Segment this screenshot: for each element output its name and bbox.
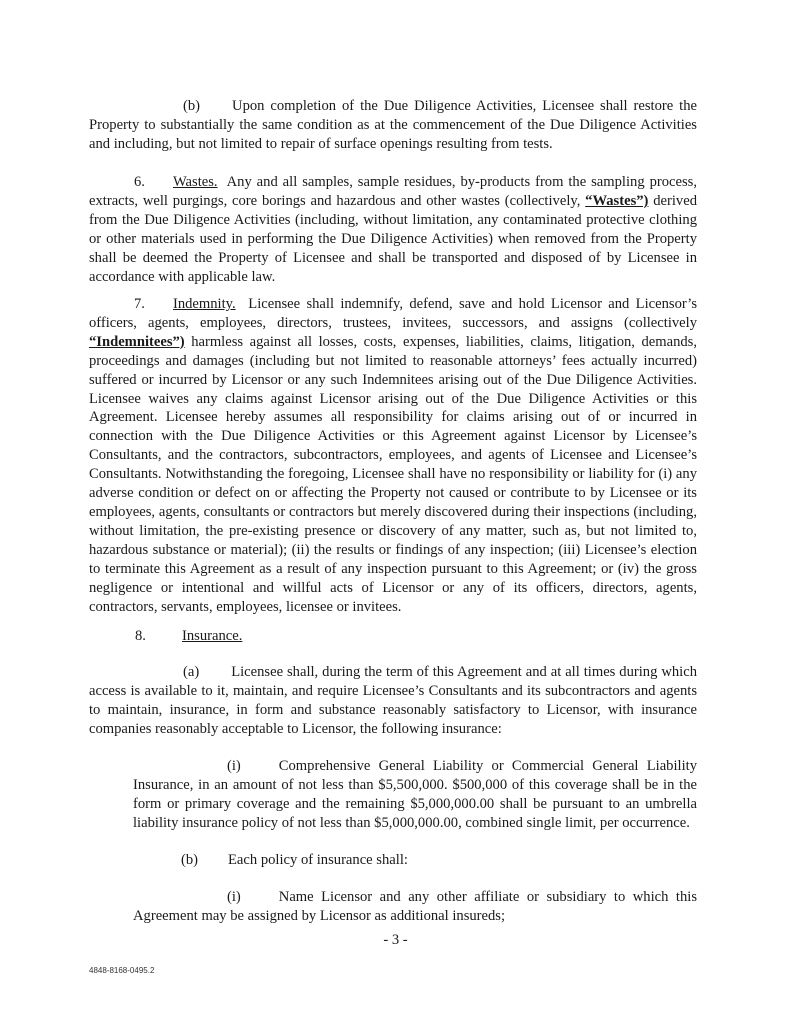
defined-term: “Indemnitees”) xyxy=(89,333,185,350)
section-heading: Insurance. xyxy=(182,628,243,644)
paragraph-label: (i) xyxy=(227,889,241,905)
section-heading: Wastes. xyxy=(172,174,218,190)
section-text-part-b: harmless against all losses, costs, expenses, liabilities, claims, litigation, demands, proceedings and damages (including but not limited to reasonable attorneys’ fees actually incurred) suffered or incurred by Licensor or any such Indemnitees arising out of the Due Diligence Activities. Licensee waives any claims against Licensor arising out of the Due Diligence Activities or this Agreement. Licensee hereby assumes all responsibility for claims arising out of or incurred in connection with the Due Diligence Activities or this Agreement against Licensor by Licensee’s Consultants, and the contractors, subcontractors, employees, and agents of Licensee and Licensee’s Consultants. Notwithstanding the foregoing, Licensee shall have no responsibility or liability for (i) any adverse condition or defect on or affecting the Property not caused or contribute to by Licensee or its employees, agents, consultants or contractors but merely discovered during their inspections (including, without limitation, the pre-existing presence or discovery of any matter, such as, but not limited to, hazardous substance or material); (ii) the results or findings of any inspection; (iii) Licensee’s election to terminate this Agreement as a result of any inspection pursuant to this Agreement; or (iv) the gross negligence or intentional and willful acts of Licensor or any of its officers, directors, agents, contractors, servants, employees, licensee or invitees. xyxy=(89,333,697,615)
paragraph-text: Licensee shall, during the term of this Agreement and at all times during which access is available to it, maintain, and require Licensee’s Consultants and its subcontractors and agents to maintain, insurance, in form and substance reasonably satisfactory to Licensor, with insurance companies reasonably acceptable to Licensor, the following insurance: xyxy=(89,664,697,737)
section-8-heading xyxy=(135,627,242,646)
section-text-part-a: Licensee shall indemnify, defend, save and hold Licensor and Licensor’s officers, agents, employees, directors, trustees, invitees, successors, and assigns (collectively xyxy=(89,296,698,331)
section-8-a-i xyxy=(133,757,697,833)
section-number: 6. xyxy=(134,174,145,190)
section-text-part-b: derived from the Due Diligence Activities (including, without limitation, any contaminated protective clothing or other materials used in performing the Due Diligence Activities) when removed from the Property shall be deemed the Property of Licensee and shall be transported and disposed of by Licensee in accordance with applicable law. xyxy=(89,192,697,285)
paragraph-text: Upon completion of the Due Diligence Activities, Licensee shall restore the Property to substantially the same condition as at the commencement of the Due Diligence Activities and including, but not limited to repair of surface openings resulting from tests. xyxy=(89,98,697,152)
paragraph-label: (i) xyxy=(227,758,241,774)
section-heading: Indemnity. xyxy=(172,296,236,312)
section-number: 7. xyxy=(134,296,145,312)
section-number: 8. xyxy=(135,628,146,644)
page-number: - 3 - xyxy=(383,932,408,948)
paragraph-label: (a) xyxy=(183,664,200,680)
section-8-b xyxy=(181,851,408,870)
paragraph-text: Comprehensive General Liability or Commercial General Liability Insurance, in an amount of not less than $5,500,000. $500,000 of this coverage shall be in the form or primary coverage and the remaining $5,000,000.00 shall be pursuant to an umbrella liability insurance policy of not less than $5,000,000.00, combined single limit, per occurrence. xyxy=(133,758,697,831)
paragraph-text: Each policy of insurance shall: xyxy=(228,852,408,868)
paragraph-text: Name Licensor and any other affiliate or subsidiary to which this Agreement may be assigned by Licensor as additional insureds; xyxy=(133,889,697,924)
paragraph-label: (b) xyxy=(183,98,201,114)
paragraph-label: (b) xyxy=(181,852,199,868)
section-7-indemnity xyxy=(89,295,697,616)
section-8-b-i xyxy=(133,888,697,926)
section-8-a xyxy=(89,663,697,739)
paragraph-b-restore xyxy=(89,97,697,154)
defined-term: “Wastes”) xyxy=(585,192,649,209)
section-text-part-a: Any and all samples, sample residues, by-products from the sampling process, extracts, well purgings, core borings and hazardous and other wastes (collectively, xyxy=(89,174,697,209)
document-id: 4848-8168-0495.2 xyxy=(89,966,155,975)
section-6-wastes xyxy=(89,173,697,286)
